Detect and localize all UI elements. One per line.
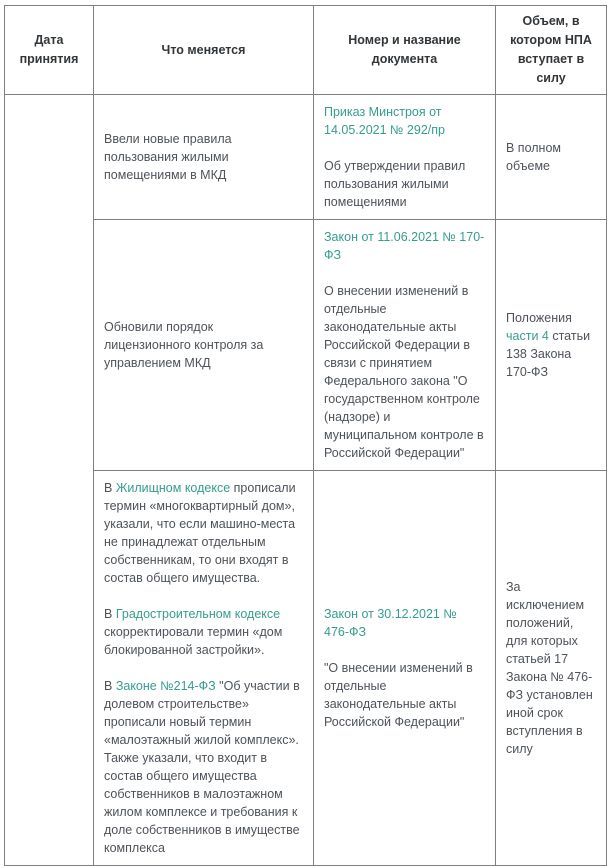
cell-paragraph [324, 157, 485, 211]
cell-paragraph [104, 605, 303, 659]
cell-scope [496, 95, 607, 220]
cell-paragraph [324, 282, 485, 462]
doc-link[interactable]: Закон от 11.06.2021 № 170-ФЗ [324, 230, 485, 262]
cell-doc [314, 95, 496, 220]
cell-paragraph [506, 139, 596, 175]
cell-paragraph [104, 677, 303, 857]
text-run: Обновили порядок лицензионного контроля за управлением МКД [104, 320, 264, 370]
doc-link[interactable]: Градостроительном кодексе [115, 607, 281, 621]
table-row [5, 471, 607, 866]
text-run: Положения [506, 311, 572, 325]
cell-paragraph [324, 605, 485, 641]
text-run: В [104, 481, 116, 495]
table-header-row [5, 6, 607, 95]
doc-link[interactable]: Приказ Минстроя от 14.05.2021 № 292/пр [324, 105, 445, 137]
cell-what [94, 471, 314, 866]
cell-paragraph [324, 659, 485, 731]
doc-link[interactable]: Закон от 30.12.2021 № 476-ФЗ [324, 607, 457, 639]
text-run: За исключением положений, для которых статьей 17 Закона № 476-ФЗ установлен иной срок вступления в силу [506, 580, 593, 756]
cell-paragraph [324, 103, 485, 139]
cell-scope [496, 220, 607, 471]
header-date: Дата принятия [5, 6, 94, 95]
doc-link[interactable]: Законе №214-ФЗ [115, 679, 216, 693]
text-run: В [104, 607, 116, 621]
text-run: Ввели новые правила пользования жилыми помещениями в МКД [104, 132, 232, 182]
text-run: прописали термин «многоквартирный дом», указали, что если машино-места не принадлежат отдельным собственникам, то они входят в состав общего имущества. [104, 481, 296, 585]
header-scope: Объем, в котором НПА вступает в силу [496, 6, 607, 95]
cell-paragraph [104, 318, 303, 372]
cell-scope [496, 471, 607, 866]
table-row [5, 220, 607, 471]
cell-doc [314, 471, 496, 866]
cell-paragraph [506, 578, 596, 758]
header-what-changes: Что меняется [94, 6, 314, 95]
text-run: В полном объеме [506, 141, 561, 173]
text-run: В [104, 679, 116, 693]
text-run: "Об участии в долевом строительстве» прописали новый термин «малоэтажный жилой комплекс». Также указали, что входит в состав общего имущества собственников в малоэтажном жилом комплексе и требования к доле собственников в имуществе комплекса [104, 679, 300, 855]
cell-paragraph [506, 309, 596, 381]
cell-what [94, 95, 314, 220]
date-cell-empty [5, 95, 94, 866]
text-run: Об утверждении правил пользования жилыми помещениями [324, 159, 466, 209]
header-doc-number-name: Номер и название документа [314, 6, 496, 95]
npa-changes-table [4, 5, 607, 866]
text-run: статьи 138 Закона 170-ФЗ [506, 329, 591, 379]
cell-paragraph [104, 130, 303, 184]
cell-what [94, 220, 314, 471]
doc-link[interactable]: Жилищном кодексе [115, 481, 231, 495]
table-row [5, 95, 607, 220]
doc-link[interactable]: части 4 [506, 329, 549, 343]
cell-paragraph [104, 479, 303, 587]
text-run: "О внесении изменений в отдельные законодательные акты Российской Федерации" [324, 661, 473, 729]
text-run: О внесении изменений в отдельные законодательные акты Российской Федерации в связи с принятием Федерального закона "О государственном контроле (надзоре) и муниципальном контроле в Российской Федерации" [324, 284, 484, 460]
text-run: скорректировали термин «дом блокированной застройки». [104, 625, 283, 657]
cell-doc [314, 220, 496, 471]
cell-paragraph [324, 228, 485, 264]
